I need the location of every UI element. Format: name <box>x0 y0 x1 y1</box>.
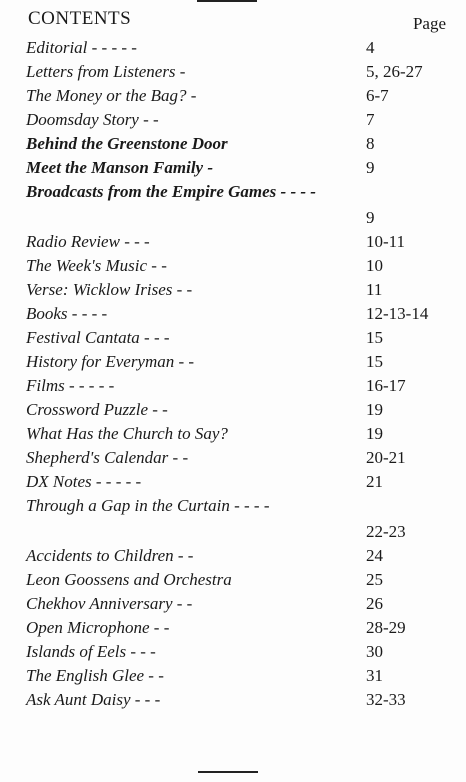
toc-entry-page: 7 <box>366 110 375 129</box>
toc-entry <box>24 156 454 180</box>
toc-entry-page: 10 <box>366 256 383 275</box>
toc-entry-title: Editorial - - - - - <box>26 38 137 57</box>
table-of-contents <box>24 36 454 712</box>
toc-entry-page: 11 <box>366 280 383 299</box>
toc-entry-title: The Money or the Bag? - <box>26 86 197 105</box>
toc-entry-title: What Has the Church to Say? <box>26 424 228 443</box>
toc-entry <box>24 616 454 640</box>
toc-entry <box>24 254 454 278</box>
toc-entry-title: Radio Review - - - <box>26 232 150 251</box>
toc-entry-page: 30 <box>366 642 383 661</box>
toc-entry <box>24 350 454 374</box>
toc-entry-title: Islands of Eels - - - <box>26 642 156 661</box>
toc-entry-page: 9 <box>366 208 375 227</box>
toc-entry <box>24 470 454 494</box>
toc-entry-title: Through a Gap in the Curtain - - - - <box>26 496 270 515</box>
toc-entry-page: 16-17 <box>366 376 406 395</box>
toc-entry <box>24 278 454 302</box>
toc-entry <box>24 132 454 156</box>
toc-entry <box>24 326 454 350</box>
toc-entry-title: Books - - - - <box>26 304 108 323</box>
toc-entry-page: 24 <box>366 546 383 565</box>
toc-entry <box>24 688 454 712</box>
toc-entry-title: Behind the Greenstone Door <box>26 134 228 153</box>
top-rule <box>197 0 257 2</box>
toc-entry-title: Films - - - - - <box>26 376 115 395</box>
toc-entry-page: 15 <box>366 328 383 347</box>
contents-header <box>28 8 448 32</box>
toc-entry-title: Accidents to Children - - <box>26 546 194 565</box>
toc-entry <box>24 302 454 326</box>
toc-entry-page: 19 <box>366 424 383 443</box>
toc-entry-page: 31 <box>366 666 383 685</box>
bottom-rule <box>198 771 258 773</box>
toc-entry-page: 8 <box>366 134 375 153</box>
toc-entry-title: Broadcasts from the Empire Games - - - - <box>26 182 316 201</box>
toc-entry-title: Open Microphone - - <box>26 618 170 637</box>
toc-entry-page: 20-21 <box>366 448 406 467</box>
toc-entry <box>24 60 454 84</box>
toc-entry <box>24 398 454 422</box>
toc-entry-page: 28-29 <box>366 618 406 637</box>
toc-entry <box>24 640 454 664</box>
toc-entry-title: Festival Cantata - - - <box>26 328 170 347</box>
toc-entry-title: Letters from Listeners - <box>26 62 186 81</box>
toc-entry <box>24 36 454 60</box>
toc-entry-title: DX Notes - - - - - <box>26 472 142 491</box>
toc-entry-page: 19 <box>366 400 383 419</box>
toc-entry <box>24 568 454 592</box>
toc-entry <box>24 180 454 230</box>
toc-entry-page: 32-33 <box>366 690 406 709</box>
toc-entry-page: 9 <box>366 158 375 177</box>
toc-entry-page: 12-13-14 <box>366 304 429 323</box>
toc-entry-title: Crossword Puzzle - - <box>26 400 168 419</box>
toc-entry <box>24 544 454 568</box>
contents-title: CONTENTS <box>28 8 132 29</box>
toc-entry-title: Doomsday Story - - <box>26 110 159 129</box>
toc-entry-page: 4 <box>366 38 375 57</box>
toc-entry-title: Meet the Manson Family - <box>26 158 214 177</box>
toc-entry-title: The English Glee - - <box>26 666 164 685</box>
toc-entry-page: 10-11 <box>366 232 406 251</box>
toc-entry-title: Ask Aunt Daisy - - - <box>26 690 161 709</box>
page-column-label: Page <box>412 14 446 33</box>
toc-entry <box>24 374 454 398</box>
toc-entry-page: 22-23 <box>366 522 406 541</box>
toc-entry <box>24 664 454 688</box>
toc-entry <box>24 108 454 132</box>
toc-entry-title: The Week's Music - - <box>26 256 167 275</box>
toc-entry-title: History for Everyman - - <box>26 352 195 371</box>
toc-entry <box>24 494 454 544</box>
toc-entry <box>24 230 454 254</box>
toc-entry-page: 25 <box>366 570 383 589</box>
toc-entry-page: 15 <box>366 352 383 371</box>
toc-entry <box>24 446 454 470</box>
toc-entry-title: Chekhov Anniversary - - <box>26 594 193 613</box>
toc-entry-title: Verse: Wicklow Irises - - <box>26 280 193 299</box>
toc-entry-page: 21 <box>366 472 383 491</box>
toc-entry-page: 26 <box>366 594 383 613</box>
toc-entry-page: 6-7 <box>366 86 389 105</box>
toc-entry <box>24 422 454 446</box>
toc-entry-page: 5, 26-27 <box>366 62 423 81</box>
toc-entry <box>24 592 454 616</box>
toc-entry-title: Leon Goossens and Orchestra <box>26 570 232 589</box>
toc-entry <box>24 84 454 108</box>
toc-entry-title: Shepherd's Calendar - - <box>26 448 189 467</box>
